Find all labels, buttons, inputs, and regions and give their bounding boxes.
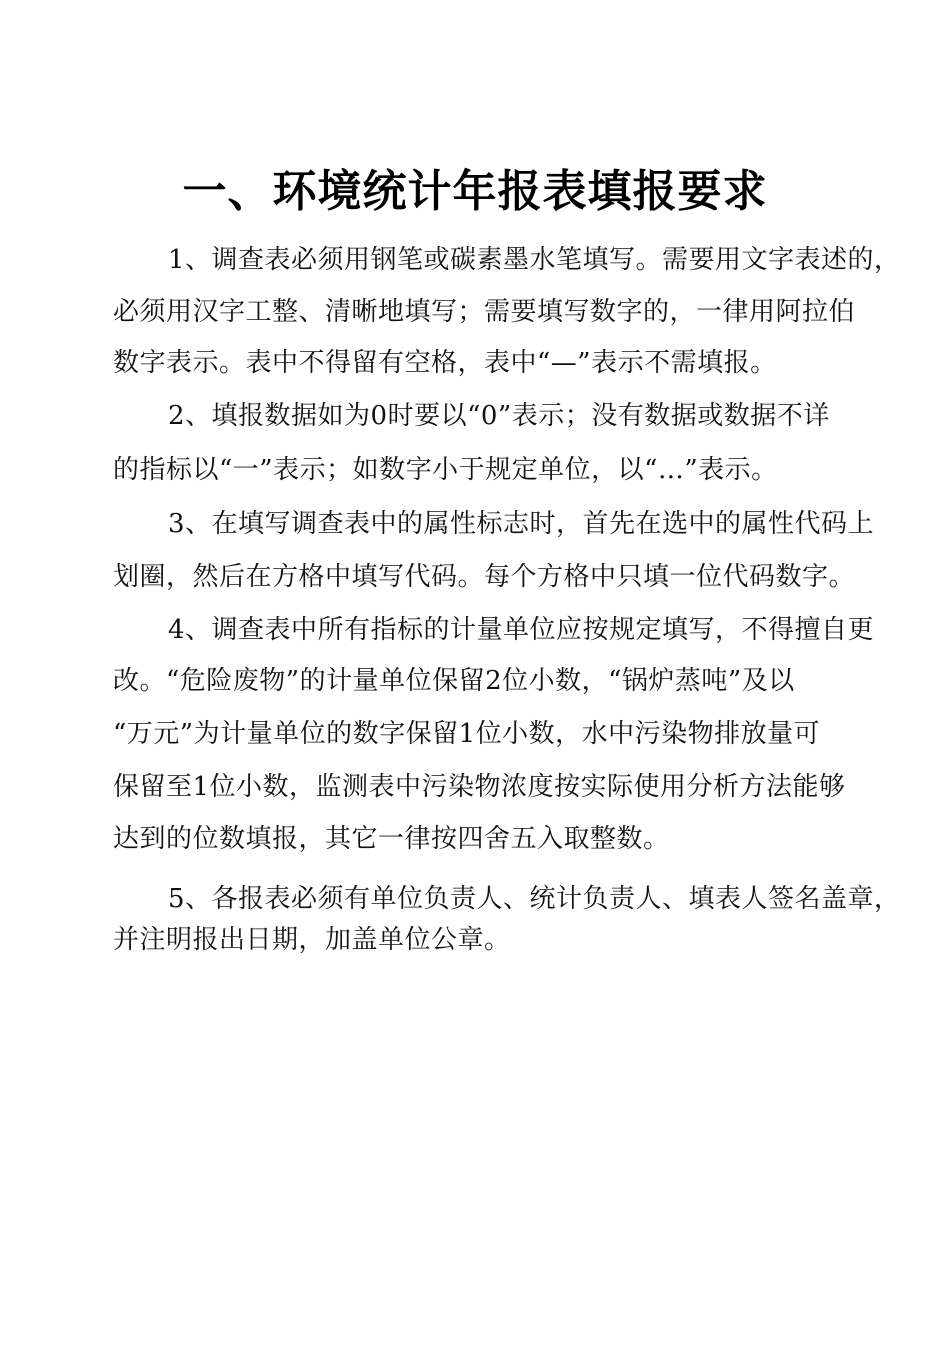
- paragraph-4-line-1: 4、调查表中所有指标的计量单位应按规定填写，不得擅自更: [168, 615, 875, 645]
- paragraph-2-line-2: 的指标以“一”表示；如数字小于规定单位，以“…”表示。: [113, 455, 778, 485]
- paragraph-3-line-1: 3、在填写调查表中的属性标志时，首先在选中的属性代码上: [168, 509, 875, 539]
- paragraph-1-line-2: 必须用汉字工整、清晰地填写；需要填写数字的，一律用阿拉伯: [113, 297, 856, 327]
- paragraph-4-line-4: 保留至1位小数，监测表中污染物浓度按实际使用分析方法能够: [113, 772, 846, 802]
- paragraph-2-line-1: 2、填报数据如为0时要以“0”表示；没有数据或数据不详: [168, 401, 830, 431]
- paragraph-1-line-1: 1、调查表必须用钢笔或碳素墨水笔填写。需要用文字表述的，: [168, 245, 901, 275]
- paragraph-3-line-2: 划圈，然后在方格中填写代码。每个方格中只填一位代码数字。: [113, 562, 856, 592]
- paragraph-4-line-3: “万元”为计量单位的数字保留1位小数，水中污染物排放量可: [113, 719, 821, 749]
- paragraph-4-line-2: 改。“危险废物”的计量单位保留2位小数，“锅炉蒸吨”及以: [113, 666, 795, 696]
- paragraph-1-line-3: 数字表示。表中不得留有空格，表中“—”表示不需填报。: [113, 348, 777, 378]
- paragraph-5-line-1: 5、各报表必须有单位负责人、统计负责人、填表人签名盖章，: [168, 884, 901, 914]
- paragraph-5-line-2: 并注明报出日期，加盖单位公章。: [113, 925, 511, 955]
- page-title: 一、环境统计年报表填报要求: [182, 166, 768, 217]
- paragraph-4-line-5: 达到的位数填报，其它一律按四舍五入取整数。: [113, 824, 670, 854]
